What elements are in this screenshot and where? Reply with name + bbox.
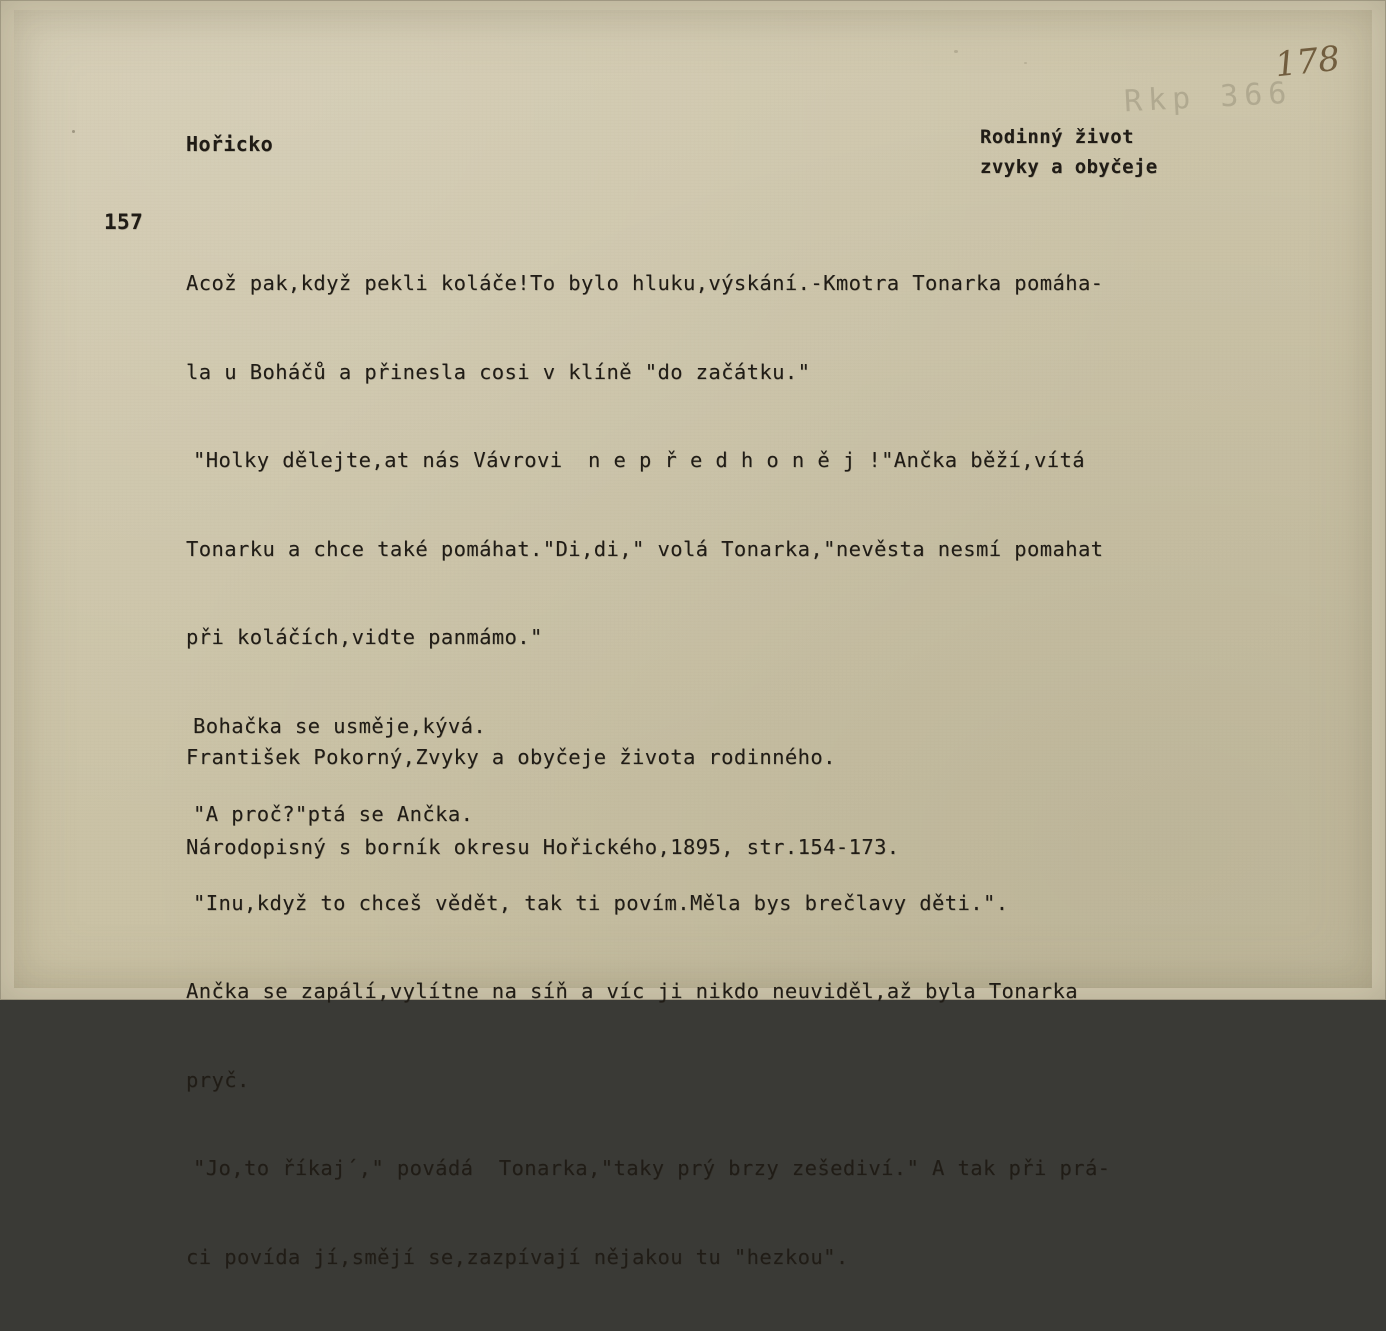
entry-number: 157: [104, 210, 144, 234]
entry-line: Tonarku a chce také pomáhat."Di,di," volá Tonarka,"nevěsta nesmí pomahat: [186, 536, 1104, 561]
entry-line: Ančka se zapálí,vylítne na síň a víc ji nikdo neuviděl,až byla Tonarka: [186, 979, 1078, 1003]
entry-line: la u Boháčů a přinesla cosi v klíně "do začátku.": [186, 359, 811, 384]
source-line-1: František Pokorný,Zvyky a obyčeje života rodinného.: [186, 745, 836, 769]
entry-line: "Holky dělejte,at nás Vávrovi n e p ř e d h o n ě j !"Ančka běží,vítá: [193, 448, 1085, 472]
entry-line: "Inu,když to chceš vědět, tak ti povím.Měla bys brečlavy děti.".: [193, 890, 1009, 915]
entry-line: Bohačka se usměje,kývá.: [193, 713, 487, 738]
header-line-2: zvyky a obyčeje: [980, 156, 1158, 178]
entry-line: při koláčích,vidte panmámo.": [186, 625, 543, 649]
entry-line: "A proč?"ptá se Ančka.: [193, 802, 474, 826]
region-label: Hořicko: [186, 132, 274, 156]
index-card-paper: [14, 10, 1372, 1269]
entry-line: ci povída jí,smějí se,zazpívají nějakou tu "hezkou".: [186, 1244, 849, 1269]
entry-line: "Jo,to říkaj´," povádá Tonarka,"taky prý brzy zešediví." A tak při prá-: [193, 1156, 1111, 1180]
ink-speck: [954, 50, 958, 53]
entry-line: Acož pak,když pekli koláče!To bylo hluku,výskání.-Kmotra Tonarka pomáha-: [186, 271, 1104, 295]
card-header-classification: [909, 92, 1158, 212]
handwritten-page-number: 178: [1273, 38, 1342, 86]
ink-speck: [72, 130, 75, 133]
source-line-2: Národopisný s borník okresu Hořického,1895, str.154-173.: [186, 835, 900, 859]
archive-stamp: Rkp 366: [1123, 75, 1294, 120]
header-line-1: Rodinný život: [980, 126, 1134, 148]
source-citation: [186, 682, 900, 922]
entry-line: pryč.: [186, 1067, 250, 1092]
ink-speck: [1024, 62, 1027, 64]
